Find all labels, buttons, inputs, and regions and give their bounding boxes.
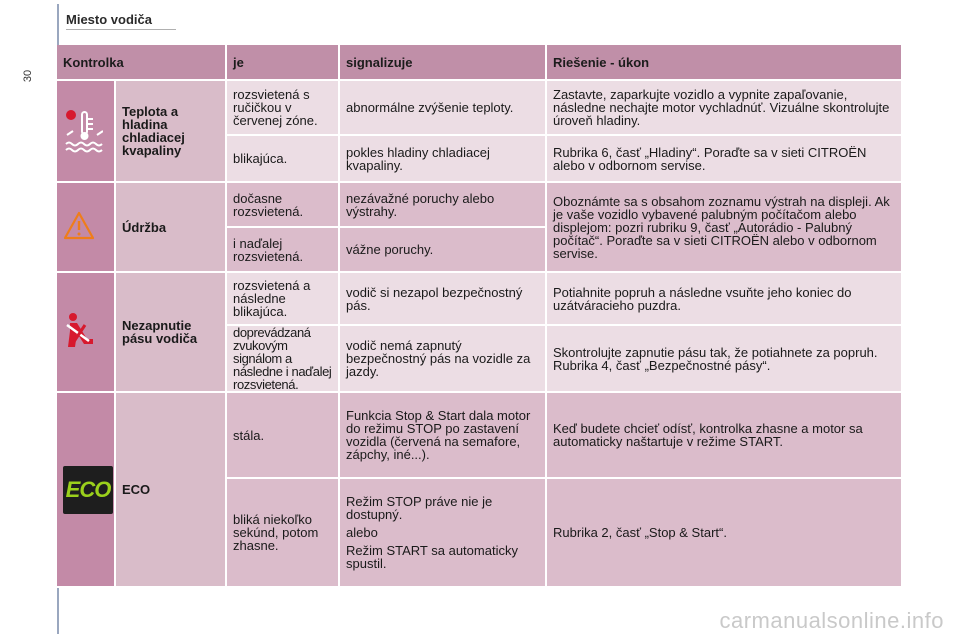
eco-solution-1: Keď budete chcieť odísť, kontrolka zhasne a motor sa automaticky naštartuje v režime START.	[547, 393, 903, 479]
watermark: carmanualsonline.info	[719, 608, 944, 633]
eco-name: ECO	[116, 393, 227, 588]
service-je-1: dočasne rozsvietená.	[227, 183, 340, 228]
seatbelt-je-1: rozsvietená a následne blikajúca.	[227, 273, 340, 326]
table-header-row	[57, 45, 903, 81]
section-title-underline	[66, 29, 176, 30]
eco-signal-2a: Režim STOP práve nie je dostupný.	[346, 494, 493, 522]
eco-icon-cell	[57, 393, 116, 588]
seatbelt-signal-2: vodič nemá zapnutý bezpečnostný pás na vozidle za jazdy.	[340, 326, 547, 393]
coolant-signal-2: pokles hladiny chladiacej kvapaliny.	[340, 136, 547, 183]
header-riesenie: Riešenie - úkon	[547, 45, 903, 81]
header-kontrolka: Kontrolka	[57, 45, 227, 81]
coolant-signal-1: abnormálne zvýšenie teploty.	[340, 81, 547, 136]
header-je: je	[227, 45, 340, 81]
coolant-je-2: blikajúca.	[227, 136, 340, 183]
seatbelt-icon	[63, 311, 97, 351]
seatbelt-icon-cell	[57, 273, 116, 393]
eco-signal-2-or: alebo	[346, 525, 378, 540]
seatbelt-solution-2: Skontrolujte zapnutie pásu tak, že potiahnete za popruh. Rubrika 4, časť „Bezpečnostné pásy“.	[547, 326, 903, 393]
seatbelt-je-2: doprevádzaná zvukovým signálom a následne i naďalej rozsvietená.	[227, 326, 340, 393]
header-signalizuje: signalizuje	[340, 45, 547, 81]
coolant-icon-cell	[57, 81, 116, 183]
page-number: 30	[22, 69, 34, 83]
coolant-name: Teplota a hladina chladiacej kvapaliny	[116, 81, 227, 183]
warning-lights-table	[57, 45, 903, 588]
seatbelt-signal-1: vodič si nezapol bezpečnostný pás.	[340, 273, 547, 326]
eco-signal-2c: Režim START sa automaticky spustil.	[346, 543, 518, 571]
coolant-temperature-icon	[63, 107, 103, 153]
seatbelt-name: Nezapnutie pásu vodiča	[116, 273, 227, 393]
coolant-solution-2: Rubrika 6, časť „Hladiny“. Poraďte sa v sieti CITROËN alebo v odbornom servise.	[547, 136, 903, 183]
service-solution: Oboznámte sa s obsahom zoznamu výstrah na displeji. Ak je vaše vozidlo vybavené palubným počítačom alebo displejom: pozri rubriku 9, časť „Autorádio - Palubný počítač“. Poraďte sa v sieti CITROËN alebo v odbornom servise.	[547, 183, 903, 273]
service-signal-1: nezávažné poruchy alebo výstrahy.	[340, 183, 547, 228]
section-title: Miesto vodiča	[66, 12, 152, 27]
eco-solution-2: Rubrika 2, časť „Stop & Start“.	[547, 479, 903, 588]
eco-je-2: bliká niekoľko sekúnd, potom zhasne.	[227, 479, 340, 588]
table-row	[57, 273, 903, 326]
service-icon-cell	[57, 183, 116, 273]
table-row	[57, 81, 903, 136]
warning-triangle-icon	[63, 211, 95, 241]
eco-stop-start-icon: ECO	[63, 466, 113, 514]
seatbelt-solution-1: Potiahnite popruh a následne vsuňte jeho koniec do uzátváracieho puzdra.	[547, 273, 903, 326]
service-name: Údržba	[116, 183, 227, 273]
service-je-2: i naďalej rozsvietená.	[227, 228, 340, 273]
eco-signal-1: Funkcia Stop & Start dala motor do režimu STOP po zastavení vozidla (červená na semafore, zápchy, iné...).	[340, 393, 547, 479]
service-signal-2: vážne poruchy.	[340, 228, 547, 273]
coolant-solution-1: Zastavte, zaparkujte vozidlo a vypnite zapaľovanie, následne nechajte motor vychladnúť. Vizuálne skontrolujte úroveň hladiny.	[547, 81, 903, 136]
table-row	[57, 183, 903, 228]
eco-signal-2	[340, 479, 547, 588]
eco-je-1: stála.	[227, 393, 340, 479]
coolant-je-1: rozsvietená s ručičkou v červenej zóne.	[227, 81, 340, 136]
table-row	[57, 393, 903, 479]
